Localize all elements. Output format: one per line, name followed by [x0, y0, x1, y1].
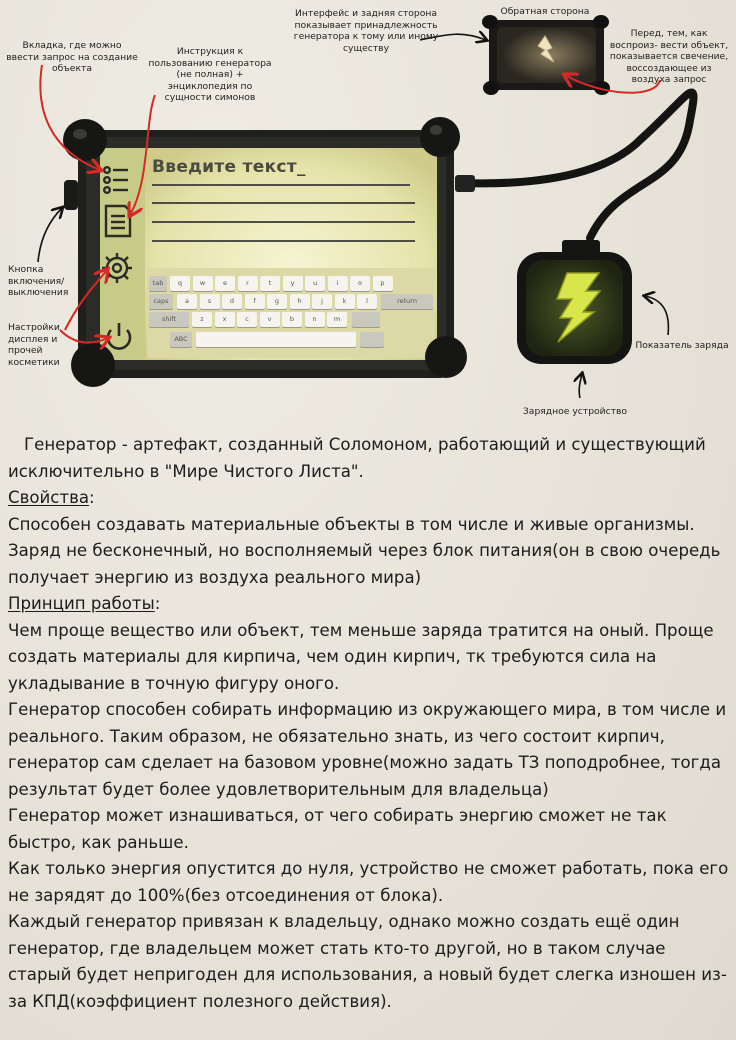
arrow-charge [645, 296, 668, 335]
principle-heading-line [8, 591, 730, 618]
device-back-side [482, 15, 610, 95]
article-intro: Генератор - артефакт, созданный Соломоном, работающий и существующий исключительно в "Мире Чистого Листа". [8, 435, 706, 481]
annotation-display-settings: Настройки дисплея и прочей косметики [8, 322, 60, 368]
key-t[interactable]: t [260, 276, 280, 291]
key-tab[interactable]: tab [149, 276, 167, 291]
key-caps-lock[interactable]: caps [149, 294, 173, 309]
key-blank[interactable] [352, 312, 380, 327]
annotation-charge-indicator: Показатель заряда [635, 340, 729, 351]
key-l[interactable]: l [357, 294, 377, 309]
key-v[interactable]: v [260, 312, 280, 327]
charger-device [517, 240, 632, 364]
key-space[interactable] [196, 332, 356, 347]
key-s[interactable]: s [200, 294, 220, 309]
key-a[interactable]: a [177, 294, 197, 309]
key-b[interactable]: b [282, 312, 302, 327]
principle-item: Генератор может изнашиваться, от чего собирать энергию сможет не так быстро, как раньше. [8, 806, 667, 852]
key-k[interactable]: k [335, 294, 355, 309]
key-z[interactable]: z [192, 312, 212, 327]
property-item: Способен создавать материальные объекты в том числе и живые организмы. [8, 514, 695, 534]
key-e[interactable]: e [215, 276, 235, 291]
key-h[interactable]: h [290, 294, 310, 309]
annotation-interface-back: Интерфейс и задняя сторона показывает принадлежность генератора к тому или иному существу [293, 8, 439, 54]
principle-item: Чем проще вещество или объект, тем меньше заряда тратится на оный. Проще создать материалы для кирпича, чем один кирпич, тк требуются сила на укладывание в точную фигуру оного. [8, 620, 714, 693]
key-x[interactable]: x [215, 312, 235, 327]
article-body [8, 432, 730, 1015]
screen-prompt[interactable]: Введите текст_ [152, 157, 306, 177]
properties-heading-line [8, 485, 730, 512]
key-abc[interactable]: ABC [170, 332, 192, 347]
charging-cable [460, 92, 693, 238]
key-p[interactable]: p [373, 276, 393, 291]
principle-heading: Принцип работы [8, 594, 155, 613]
annotation-charger: Зарядное устройство [522, 406, 628, 417]
key-c[interactable]: c [237, 312, 257, 327]
arrow-power-button [38, 208, 62, 262]
key-g[interactable]: g [267, 294, 287, 309]
key-return[interactable]: return [381, 294, 433, 309]
arrow-charger [579, 374, 582, 398]
annotation-power-button: Кнопка включения/ выключения [8, 264, 69, 298]
key-n[interactable]: n [305, 312, 325, 327]
principle-item: Каждый генератор привязан к владельцу, однако можно создать ещё один генератор, где владельцем может стать кто-то другой, но в таком случае старый будет непригоден для использования, а новый будет слегка изношен из-за КПД(коэффициент полезного действия). [8, 912, 727, 1011]
key-u[interactable]: u [305, 276, 325, 291]
key-w[interactable]: w [193, 276, 213, 291]
annotation-tab: Вкладка, где можно ввести запрос на создание объекта [6, 40, 138, 74]
key-j[interactable]: j [312, 294, 332, 309]
key-shift[interactable]: shift [149, 312, 189, 327]
key-blank[interactable] [360, 332, 384, 347]
principle-item: Как только энергия опустится до нуля, устройство не сможет работать, пока его не зарядят до 100%(без отсоединения от блока). [8, 859, 729, 905]
annotation-before-reproduce: Перед, тем, как воспроиз- вести объект, показывается свечение, воссоздающее из воздуха запрос [609, 28, 729, 85]
annotation-back-side: Обратная сторона [500, 6, 590, 17]
annotation-instruction: Инструкция к пользованию генератора (не полная) + энциклопедия по сущности симонов [148, 46, 272, 103]
key-o[interactable]: o [350, 276, 370, 291]
principle-colon: : [154, 594, 161, 613]
key-m[interactable]: m [327, 312, 347, 327]
key-q[interactable]: q [170, 276, 190, 291]
key-f[interactable]: f [245, 294, 265, 309]
properties-colon: : [89, 488, 95, 507]
cable-plug [455, 175, 475, 192]
key-r[interactable]: r [238, 276, 258, 291]
property-item: Заряд не бесконечный, но восполняемый через блок питания(он в свою очередь получает энергию из воздуха реального мира) [8, 541, 721, 587]
principle-item: Генератор способен собирать информацию из окружающего мира, в том числе и реального. Таким образом, не обязательно знать, из чего состоит кирпич, генератор сам сделает на базовом уровне(можно задать ТЗ поподробнее, тогда результат будет более удовлетворительным для владельца) [8, 700, 727, 799]
key-i[interactable]: i [328, 276, 348, 291]
key-y[interactable]: y [283, 276, 303, 291]
properties-heading: Свойства [8, 488, 90, 507]
key-d[interactable]: d [222, 294, 242, 309]
